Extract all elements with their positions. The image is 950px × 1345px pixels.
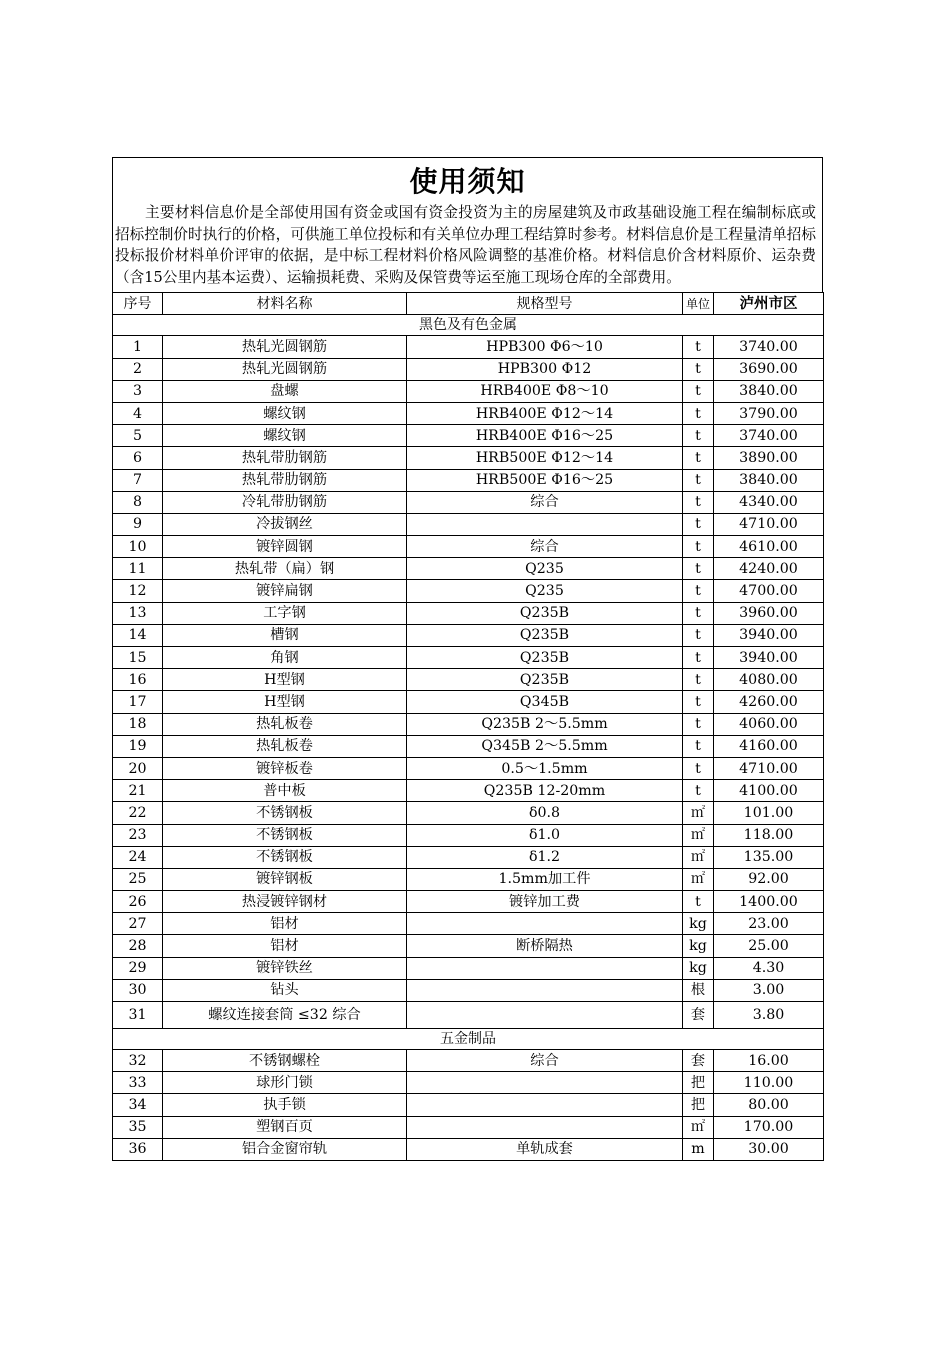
section-title: 五金制品: [113, 1029, 824, 1050]
cell-unit: t: [683, 513, 714, 535]
table-row: [113, 580, 824, 602]
cell-name: 热轧带（扁）钢: [163, 558, 407, 580]
cell-price: 4240.00: [714, 558, 824, 580]
cell-price: 3740.00: [714, 425, 824, 447]
cell-no: 32: [113, 1050, 163, 1072]
cell-spec: δ0.8: [407, 802, 683, 824]
cell-unit: t: [683, 447, 714, 469]
cell-name: 不锈钢螺栓: [163, 1050, 407, 1072]
section-title: 黑色及有色金属: [113, 315, 824, 336]
cell-unit: t: [683, 624, 714, 646]
cell-unit: kg: [683, 913, 714, 935]
cell-no: 21: [113, 780, 163, 802]
header-price: 泸州市区: [714, 293, 824, 315]
cell-no: 13: [113, 602, 163, 624]
cell-spec: Q235B: [407, 602, 683, 624]
cell-spec: [407, 513, 683, 535]
cell-name: 球形门锁: [163, 1072, 407, 1094]
cell-price: 3890.00: [714, 447, 824, 469]
cell-name: 铝材: [163, 913, 407, 935]
cell-name: 塑钢百页: [163, 1116, 407, 1138]
table-row: [113, 979, 824, 1001]
cell-unit: ㎡: [683, 824, 714, 846]
cell-price: 4700.00: [714, 580, 824, 602]
cell-unit: t: [683, 336, 714, 358]
cell-no: 27: [113, 913, 163, 935]
cell-unit: t: [683, 469, 714, 491]
cell-unit: t: [683, 691, 714, 713]
page-title: 使用须知: [409, 165, 526, 198]
cell-spec: 1.5mm加工件: [407, 868, 683, 890]
table-row: [113, 757, 824, 779]
cell-name: 执手锁: [163, 1094, 407, 1116]
cell-price: 30.00: [714, 1138, 824, 1160]
cell-unit: t: [683, 425, 714, 447]
table-row: [113, 802, 824, 824]
cell-unit: ㎡: [683, 1116, 714, 1138]
cell-name: 热轧光圆钢筋: [163, 358, 407, 380]
cell-price: 4.30: [714, 957, 824, 979]
cell-price: 3.80: [714, 1002, 824, 1029]
cell-price: 4710.00: [714, 513, 824, 535]
cell-price: 4340.00: [714, 491, 824, 513]
cell-unit: 把: [683, 1072, 714, 1094]
table-row: [113, 380, 824, 402]
cell-spec: [407, 979, 683, 1001]
cell-no: 29: [113, 957, 163, 979]
cell-unit: t: [683, 780, 714, 802]
cell-spec: Q235B: [407, 669, 683, 691]
cell-name: 镀锌扁钢: [163, 580, 407, 602]
cell-unit: ㎡: [683, 802, 714, 824]
table-row: [113, 913, 824, 935]
header-row: [113, 293, 824, 315]
table-row: [113, 691, 824, 713]
cell-no: 20: [113, 757, 163, 779]
cell-price: 110.00: [714, 1072, 824, 1094]
cell-name: 热轧板卷: [163, 735, 407, 757]
cell-price: 3790.00: [714, 402, 824, 424]
cell-price: 1400.00: [714, 891, 824, 913]
cell-no: 4: [113, 402, 163, 424]
cell-spec: 单轨成套: [407, 1138, 683, 1160]
cell-no: 23: [113, 824, 163, 846]
cell-unit: kg: [683, 957, 714, 979]
cell-price: 4610.00: [714, 536, 824, 558]
cell-name: 热轧光圆钢筋: [163, 336, 407, 358]
cell-spec: Q345B: [407, 691, 683, 713]
cell-spec: HPB300 Φ6～10: [407, 336, 683, 358]
cell-price: 170.00: [714, 1116, 824, 1138]
cell-price: 4710.00: [714, 757, 824, 779]
cell-price: 23.00: [714, 913, 824, 935]
cell-unit: t: [683, 647, 714, 669]
table-row: [113, 957, 824, 979]
cell-name: 镀锌铁丝: [163, 957, 407, 979]
table-row: [113, 1116, 824, 1138]
cell-name: 热轧带肋钢筋: [163, 447, 407, 469]
table-row: [113, 358, 824, 380]
cell-no: 3: [113, 380, 163, 402]
table-row: [113, 536, 824, 558]
cell-no: 12: [113, 580, 163, 602]
cell-spec: [407, 1116, 683, 1138]
table-row: [113, 846, 824, 868]
cell-spec: Q235B: [407, 647, 683, 669]
price-table: [112, 292, 824, 1161]
cell-price: 4100.00: [714, 780, 824, 802]
table-row: [113, 935, 824, 957]
table-row: [113, 447, 824, 469]
cell-name: 工字钢: [163, 602, 407, 624]
cell-spec: Q235: [407, 558, 683, 580]
header-name: 材料名称: [163, 293, 407, 315]
cell-price: 4060.00: [714, 713, 824, 735]
cell-spec: Q345B 2～5.5mm: [407, 735, 683, 757]
header-spec: 规格型号: [407, 293, 683, 315]
table-row: [113, 558, 824, 580]
cell-spec: 综合: [407, 491, 683, 513]
cell-price: 3940.00: [714, 647, 824, 669]
cell-price: 3.00: [714, 979, 824, 1001]
cell-name: 盘螺: [163, 380, 407, 402]
cell-spec: HRB500E Φ12～14: [407, 447, 683, 469]
cell-no: 6: [113, 447, 163, 469]
price-sheet: [112, 157, 823, 1161]
cell-name: H型钢: [163, 669, 407, 691]
cell-unit: 套: [683, 1050, 714, 1072]
cell-spec: Q235B 2～5.5mm: [407, 713, 683, 735]
cell-spec: HRB400E Φ16～25: [407, 425, 683, 447]
table-row: [113, 336, 824, 358]
cell-price: 3840.00: [714, 380, 824, 402]
cell-name: 铝材: [163, 935, 407, 957]
cell-name: 热轧带肋钢筋: [163, 469, 407, 491]
cell-price: 92.00: [714, 868, 824, 890]
cell-spec: 0.5～1.5mm: [407, 757, 683, 779]
table-row: [113, 1050, 824, 1072]
table-row: [113, 669, 824, 691]
cell-unit: t: [683, 713, 714, 735]
table-row: [113, 735, 824, 757]
table-row: [113, 824, 824, 846]
cell-unit: t: [683, 380, 714, 402]
cell-unit: m: [683, 1138, 714, 1160]
cell-unit: t: [683, 536, 714, 558]
cell-spec: δ1.2: [407, 846, 683, 868]
cell-name: 镀锌板卷: [163, 757, 407, 779]
cell-name: 钻头: [163, 979, 407, 1001]
cell-unit: t: [683, 669, 714, 691]
cell-price: 4080.00: [714, 669, 824, 691]
cell-spec: HRB500E Φ16～25: [407, 469, 683, 491]
cell-unit: 把: [683, 1094, 714, 1116]
cell-no: 11: [113, 558, 163, 580]
table-row: [113, 402, 824, 424]
cell-price: 4260.00: [714, 691, 824, 713]
table-row: [113, 1072, 824, 1094]
cell-price: 16.00: [714, 1050, 824, 1072]
cell-spec: [407, 1002, 683, 1029]
cell-spec: 综合: [407, 1050, 683, 1072]
cell-spec: [407, 1094, 683, 1116]
table-row: [113, 491, 824, 513]
section-row: [113, 315, 824, 336]
cell-spec: 综合: [407, 536, 683, 558]
cell-price: 25.00: [714, 935, 824, 957]
table-row: [113, 469, 824, 491]
cell-name: 不锈钢板: [163, 846, 407, 868]
cell-spec: Q235: [407, 580, 683, 602]
cell-unit: t: [683, 735, 714, 757]
table-row: [113, 1138, 824, 1160]
cell-unit: t: [683, 491, 714, 513]
cell-name: 槽钢: [163, 624, 407, 646]
cell-no: 10: [113, 536, 163, 558]
cell-spec: Q235B: [407, 624, 683, 646]
cell-spec: HRB400E Φ8～10: [407, 380, 683, 402]
cell-name: 普中板: [163, 780, 407, 802]
cell-price: 4160.00: [714, 735, 824, 757]
cell-no: 25: [113, 868, 163, 890]
cell-spec: [407, 1072, 683, 1094]
cell-price: 3960.00: [714, 602, 824, 624]
cell-unit: ㎡: [683, 868, 714, 890]
table-row: [113, 1002, 824, 1029]
cell-no: 34: [113, 1094, 163, 1116]
cell-price: 3940.00: [714, 624, 824, 646]
cell-spec: δ1.0: [407, 824, 683, 846]
cell-no: 1: [113, 336, 163, 358]
cell-name: 冷拔钢丝: [163, 513, 407, 535]
cell-no: 31: [113, 1002, 163, 1029]
cell-price: 80.00: [714, 1094, 824, 1116]
cell-no: 9: [113, 513, 163, 535]
cell-name: 螺纹钢: [163, 425, 407, 447]
cell-unit: t: [683, 402, 714, 424]
cell-no: 30: [113, 979, 163, 1001]
table-row: [113, 891, 824, 913]
cell-name: 不锈钢板: [163, 824, 407, 846]
cell-price: 3840.00: [714, 469, 824, 491]
cell-unit: 套: [683, 1002, 714, 1029]
cell-spec: [407, 957, 683, 979]
table-row: [113, 868, 824, 890]
cell-unit: 根: [683, 979, 714, 1001]
cell-no: 8: [113, 491, 163, 513]
cell-price: 3740.00: [714, 336, 824, 358]
cell-no: 35: [113, 1116, 163, 1138]
cell-price: 101.00: [714, 802, 824, 824]
cell-unit: t: [683, 891, 714, 913]
cell-no: 36: [113, 1138, 163, 1160]
table-row: [113, 624, 824, 646]
cell-unit: t: [683, 757, 714, 779]
table-row: [113, 780, 824, 802]
cell-name: H型钢: [163, 691, 407, 713]
cell-no: 28: [113, 935, 163, 957]
table-row: [113, 647, 824, 669]
table-row: [113, 513, 824, 535]
table-row: [113, 1094, 824, 1116]
cell-spec: [407, 913, 683, 935]
cell-no: 24: [113, 846, 163, 868]
cell-no: 19: [113, 735, 163, 757]
intro-paragraph: 主要材料信息价是全部使用国有资金或国有资金投资为主的房屋建筑及市政基础设施工程在编制标底或招标控制价时执行的价格，可供施工单位投标和有关单位办理工程结算时参考。材料信息价是工程量清单招标投标报价材料单价评审的依据，是中标工程材料价格风险调整的基准价格。材料信息价含材料原价、运杂费（含15公里内基本运费）、运输损耗费、采购及保管费等运至施工现场仓库的全部费用。: [115, 204, 816, 286]
cell-no: 15: [113, 647, 163, 669]
cell-no: 5: [113, 425, 163, 447]
cell-unit: t: [683, 580, 714, 602]
cell-name: 角钢: [163, 647, 407, 669]
cell-unit: t: [683, 358, 714, 380]
table-row: [113, 713, 824, 735]
cell-unit: ㎡: [683, 846, 714, 868]
cell-no: 26: [113, 891, 163, 913]
cell-name: 铝合金窗帘轨: [163, 1138, 407, 1160]
cell-name: 镀锌钢板: [163, 868, 407, 890]
cell-price: 135.00: [714, 846, 824, 868]
cell-price: 3690.00: [714, 358, 824, 380]
cell-name: 冷轧带肋钢筋: [163, 491, 407, 513]
cell-no: 22: [113, 802, 163, 824]
cell-spec: 镀锌加工费: [407, 891, 683, 913]
cell-no: 33: [113, 1072, 163, 1094]
cell-no: 18: [113, 713, 163, 735]
header-unit: 单位: [683, 293, 714, 315]
cell-name: 不锈钢板: [163, 802, 407, 824]
cell-price: 118.00: [714, 824, 824, 846]
cell-spec: Q235B 12-20mm: [407, 780, 683, 802]
cell-name: 热浸镀锌钢材: [163, 891, 407, 913]
cell-unit: kg: [683, 935, 714, 957]
table-row: [113, 425, 824, 447]
cell-no: 2: [113, 358, 163, 380]
cell-spec: HPB300 Φ12: [407, 358, 683, 380]
cell-spec: 断桥隔热: [407, 935, 683, 957]
cell-name: 螺纹钢: [163, 402, 407, 424]
cell-name: 螺纹连接套筒 ≤32 综合: [163, 1002, 407, 1029]
cell-no: 16: [113, 669, 163, 691]
header-no: 序号: [113, 293, 163, 315]
notice-box: [112, 157, 823, 292]
cell-no: 7: [113, 469, 163, 491]
cell-no: 14: [113, 624, 163, 646]
cell-unit: t: [683, 602, 714, 624]
cell-name: 镀锌圆钢: [163, 536, 407, 558]
cell-name: 热轧板卷: [163, 713, 407, 735]
cell-spec: HRB400E Φ12～14: [407, 402, 683, 424]
section-row: [113, 1029, 824, 1050]
table-row: [113, 602, 824, 624]
cell-no: 17: [113, 691, 163, 713]
cell-unit: t: [683, 558, 714, 580]
